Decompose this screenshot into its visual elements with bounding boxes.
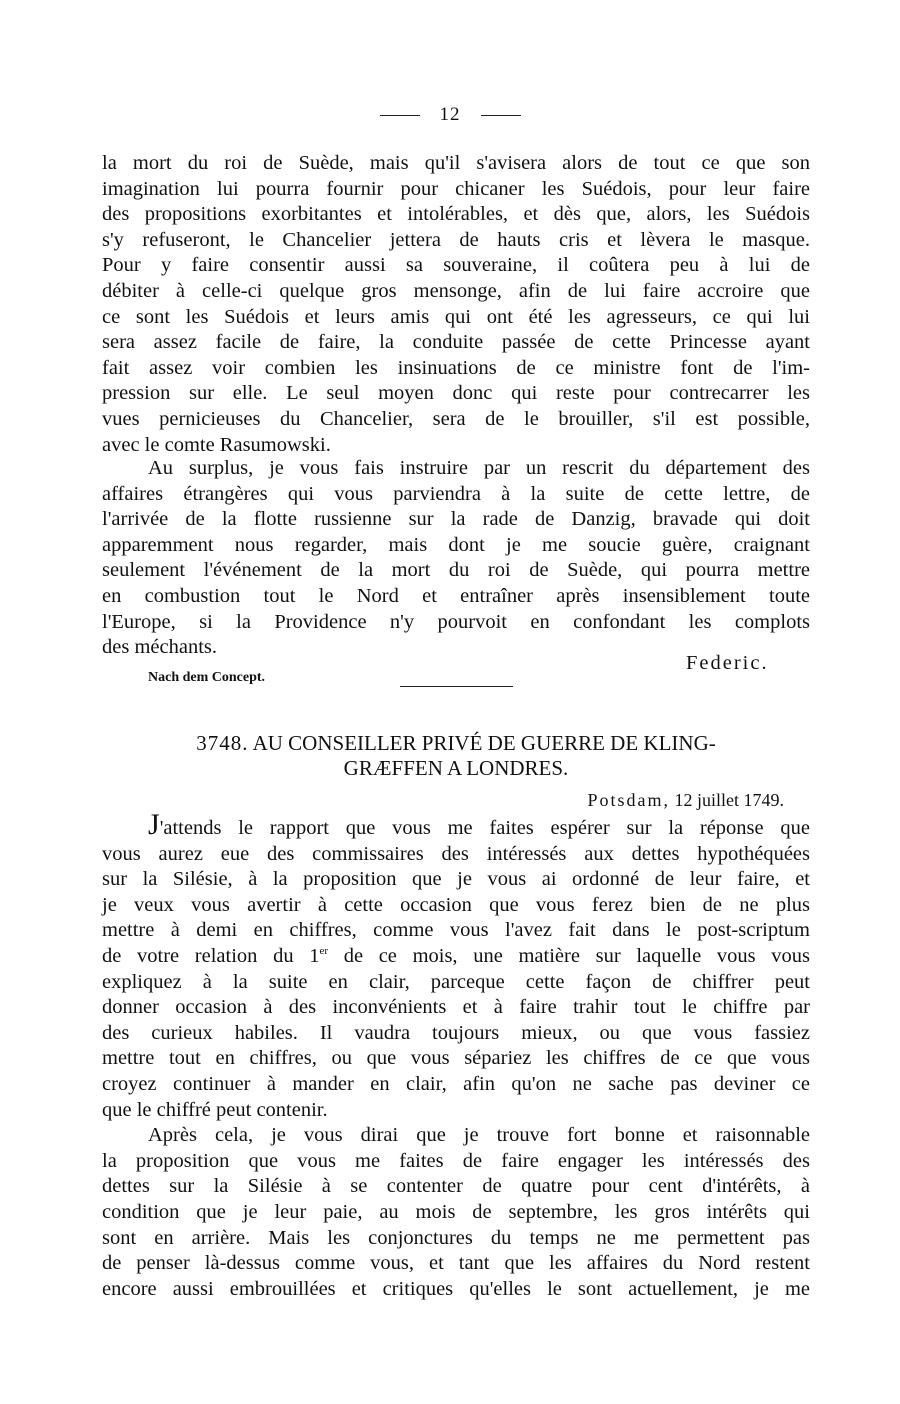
text-line: vous aurez eue des commissaires des intéressés aux dettes hypothéquées	[102, 842, 810, 865]
letter-3748-body	[102, 808, 810, 1302]
text-line: débiter à celle-ci quelque gros mensonge, afin de lui faire accroire que	[102, 279, 810, 302]
text-line: condition que je leur paie, au mois de septembre, les gros intérêts qui	[102, 1200, 810, 1223]
text-line: avec le comte Rasumowski.	[102, 433, 331, 456]
text-line: Au surplus, je vous fais instruire par un rescrit du département des	[148, 457, 810, 479]
signature: Federic.	[686, 652, 769, 674]
text-line: l'Europe, si la Providence n'y pourvoit en confondant les complots	[102, 610, 810, 633]
text-line: apparemment nous regarder, mais dont je me soucie guère, craignant	[102, 533, 810, 556]
text-line: affaires étrangères qui vous parviendra à la suite de cette lettre, de	[102, 482, 810, 505]
header-rule-left	[380, 115, 420, 116]
letter-3747-paragraph-2	[102, 456, 810, 661]
text-line: en combustion tout le Nord et entraîner après insensiblement toute	[102, 584, 810, 607]
date-place: Potsdam,	[587, 790, 670, 810]
text-line: seulement l'événement de la mort du roi de Suède, qui pourra mettre	[102, 559, 810, 582]
initial-letter: J	[148, 808, 160, 841]
text-line: imagination lui pourra fournir pour chicaner les Suédois, pour leur faire	[102, 177, 810, 200]
superscript: er	[319, 945, 329, 958]
text-line: ce sont les Suédois et leurs amis qui ont été les agresseurs, ce qui lui	[102, 305, 810, 328]
page-header	[0, 104, 900, 126]
text-line: des curieux habiles. Il vaudra toujours mieux, ou que vous fassiez	[102, 1021, 810, 1044]
letter-number: 3748.	[196, 731, 249, 755]
text-line: sont en arrière. Mais les conjonctures du temps ne me permettent pas	[102, 1226, 810, 1249]
text-line: mettre à demi en chiffres, comme vous l'avez fait dans le post-scriptum	[102, 919, 810, 942]
text-line: dettes sur la Silésie à se contenter de quatre pour cent d'intérêts, à	[102, 1175, 810, 1198]
text-line: mettre tout en chiffres, ou que vous sépariez les chiffres de ce que vous	[102, 1047, 810, 1070]
source-note: Nach dem Concept.	[148, 670, 266, 685]
text-line: je veux vous avertir à cette occasion que vous ferez bien de ne plus	[102, 893, 810, 916]
text-line: Pour y faire consentir aussi sa souveraine, il coûtera peu à lui de	[102, 254, 810, 277]
text-line: pression sur elle. Le seul moyen donc qui reste pour contrecarrer les	[102, 382, 810, 405]
letter-heading	[102, 731, 810, 781]
text-line: la mort du roi de Suède, mais qu'il s'avisera alors de tout ce que son	[102, 152, 810, 174]
text-line: encore aussi embrouillées et critiques qu'elles le sont actuellement, je me	[102, 1277, 810, 1300]
text-line: de penser là-dessus comme vous, et tant que les affaires du Nord restent	[102, 1252, 810, 1275]
text-line	[102, 944, 810, 970]
text-line: des propositions exorbitantes et intolérables, et dès que, alors, les Suédois	[102, 203, 810, 226]
text-line: expliquez à la suite en clair, parceque cette façon de chiffrer peut	[102, 970, 810, 993]
first-line-rest: 'attends le rapport que vous me faites espérer sur la réponse que	[159, 817, 810, 839]
text-line: sera assez facile de faire, la conduite passée de cette Princesse ayant	[102, 331, 810, 354]
dateline	[587, 790, 784, 811]
text-line: des méchants.	[102, 636, 217, 659]
text-line: que le chiffré peut contenir.	[102, 1098, 328, 1121]
text-line: s'y refuseront, le Chancelier jettera de hauts cris et lèvera le masque.	[102, 228, 810, 251]
header-rule-right	[481, 115, 521, 116]
text-line: fait assez voir combien les insinuations de ce ministre font de l'im-	[102, 356, 810, 379]
section-separator	[400, 686, 513, 687]
heading-line-1: AU CONSEILLER PRIVÉ DE GUERRE DE KLING-	[252, 731, 716, 755]
text-line: vues pernicieuses du Chancelier, sera de le brouiller, s'il est possible,	[102, 407, 810, 430]
text-line: l'arrivée de la flotte russienne sur la rade de Danzig, bravade qui doit	[102, 508, 810, 531]
text-line: sur la Silésie, à la proposition que je vous ai ordonné de leur faire, et	[102, 868, 810, 891]
text-line: croyez continuer à mander en clair, afin qu'on ne sache pas deviner ce	[102, 1072, 810, 1095]
text-line: la proposition que vous me faites de faire engager les intéressés des	[102, 1149, 810, 1172]
date: 12 juillet 1749.	[674, 790, 784, 810]
text-line: Après cela, je vous dirai que je trouve fort bonne et raisonnable	[148, 1124, 810, 1147]
text-line: donner occasion à des inconvénients et à faire trahir tout le chiffre par	[102, 996, 810, 1019]
line-part: de ce mois, une matière sur laquelle vous vous	[328, 944, 810, 967]
heading-line-2: GRÆFFEN A LONDRES.	[343, 756, 569, 780]
page-number: 12	[439, 104, 461, 125]
letter-3747-paragraph-1	[102, 151, 810, 458]
text-line	[102, 808, 810, 842]
line-part: de votre relation du 1	[102, 944, 320, 967]
